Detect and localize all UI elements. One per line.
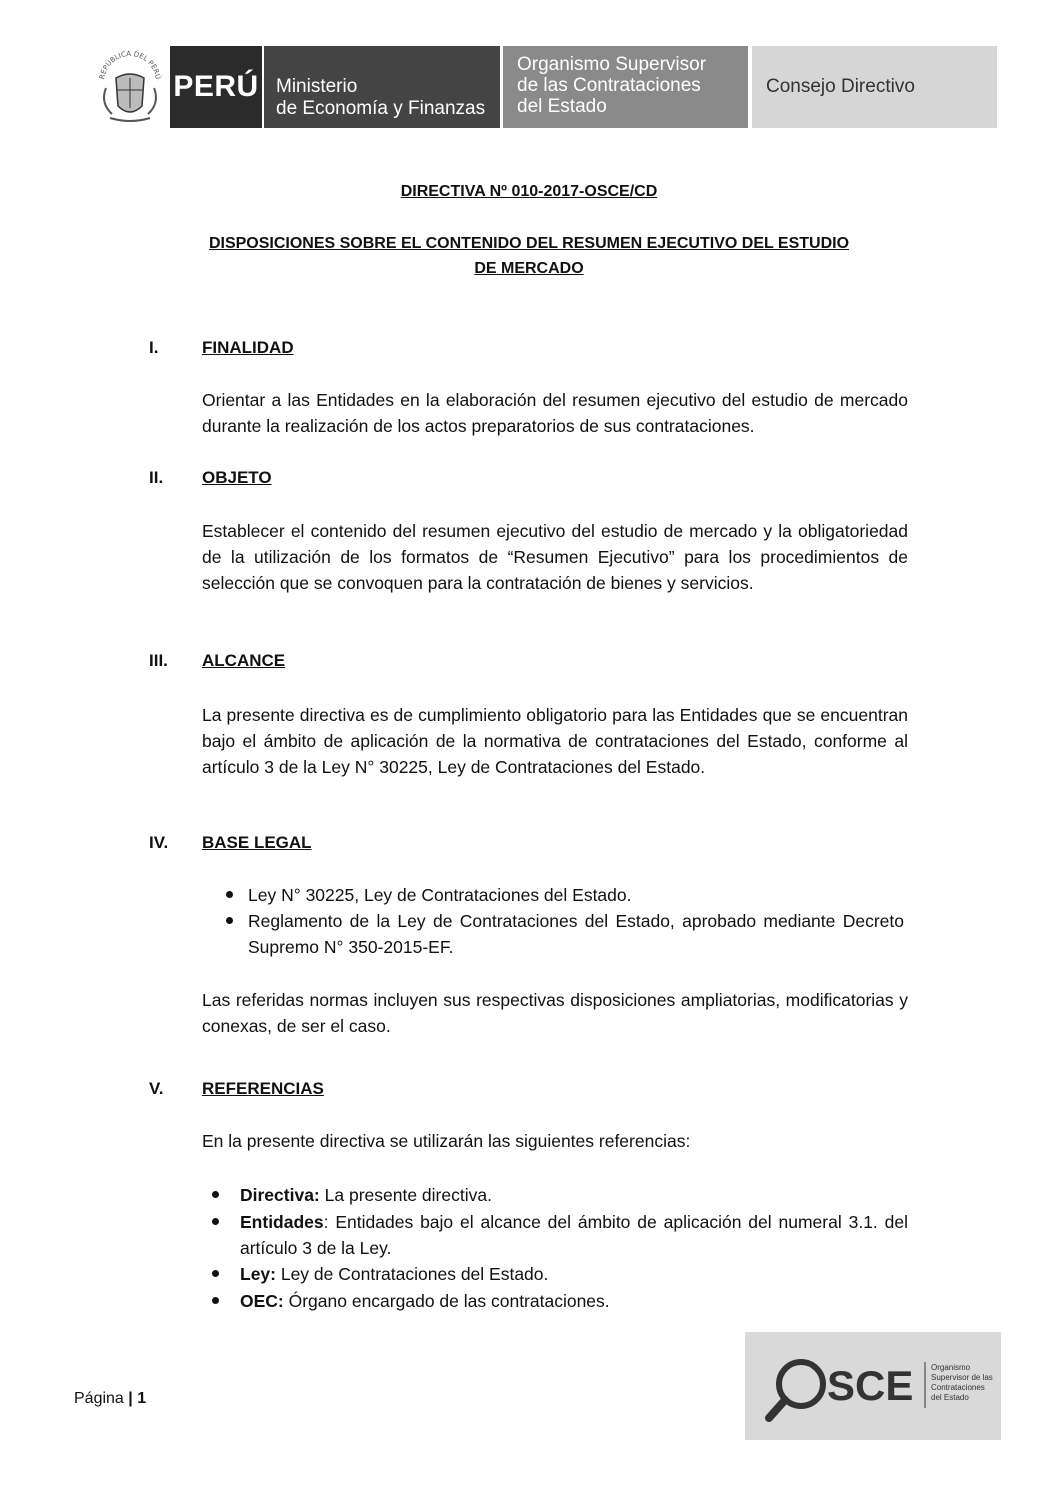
section-text-base-legal: Las referidas normas incluyen sus respectivas disposiciones ampliatorias, modificatorias y conexas, de ser el caso. — [202, 990, 908, 1036]
reference-desc: Ley de Contrataciones del Estado. — [275, 1264, 549, 1284]
osce-line-3: del Estado — [517, 96, 607, 117]
svg-text:del Estado: del Estado — [931, 1393, 969, 1402]
section-heading-referencias: REFERENCIAS — [202, 1079, 324, 1098]
osce-logo — [745, 1332, 1001, 1440]
svg-text:Supervisor de las: Supervisor de las — [931, 1373, 993, 1382]
reference-desc: La presente directiva. — [319, 1185, 492, 1205]
list-item — [240, 1209, 908, 1261]
document-title-line-1: DISPOSICIONES SOBRE EL CONTENIDO DEL RESUMEN EJECUTIVO DEL ESTUDIO — [208, 235, 850, 252]
section-number: V. — [149, 1079, 164, 1098]
list-item: Ley N° 30225, Ley de Contrataciones del Estado. — [248, 885, 632, 905]
list-item — [240, 1288, 908, 1314]
section-heading-alcance: ALCANCE — [202, 651, 286, 670]
reference-term: OEC: — [240, 1291, 284, 1311]
list-item: Reglamento de la Ley de Contrataciones del Estado, aprobado mediante Decreto Supremo N° 350-2015-EF. — [248, 911, 904, 957]
list-item — [240, 1261, 908, 1287]
section-heading-finalidad: FINALIDAD — [202, 338, 294, 357]
page-number — [74, 1390, 146, 1408]
section-intro-referencias: En la presente directiva se utilizarán las siguientes referencias: — [202, 1131, 691, 1151]
reference-term: Entidades — [240, 1212, 324, 1232]
peru-label: PERÚ — [173, 70, 259, 103]
council-brand-block — [752, 46, 997, 128]
reference-desc: Órgano encargado de las contrataciones. — [283, 1291, 610, 1311]
svg-text:SCE: SCE — [827, 1362, 914, 1409]
osce-brand-block — [503, 46, 748, 128]
section-text-alcance: La presente directiva es de cumplimiento obligatorio para las Entidades que se encuentran bajo el ámbito de aplicación de la normativa de contrataciones del Estado, conforme al artículo 3 de la Ley N° 30225, Ley de Contrataciones del Estado. — [202, 705, 908, 777]
section-number: IV. — [149, 833, 169, 852]
section-number: III. — [149, 651, 168, 670]
svg-text:REPÚBLICA DEL PERÚ: REPÚBLICA DEL PERÚ — [98, 49, 162, 80]
page-number-value: 1 — [137, 1390, 147, 1407]
reference-desc: : Entidades bajo el alcance del ámbito de aplicación del numeral 3.1. del artículo 3 de la Ley. — [240, 1212, 908, 1258]
ministry-line-1: Ministerio — [276, 76, 358, 97]
page-label: Página — [74, 1390, 124, 1407]
page-separator: | — [128, 1390, 133, 1407]
osce-line-1: Organismo Supervisor — [517, 54, 707, 75]
section-heading-base-legal: BASE LEGAL — [202, 833, 312, 852]
directive-code: DIRECTIVA Nº 010-2017-OSCE/CD — [400, 183, 658, 200]
osce-line-2: de las Contrataciones — [517, 75, 701, 96]
document-title-line-2: DE MERCADO — [474, 260, 584, 277]
council-label: Consejo Directivo — [766, 76, 915, 97]
section-text-finalidad: Orientar a las Entidades en la elaboración del resumen ejecutivo del estudio de mercado durante la realización de los actos preparatorios de sus contrataciones. — [202, 390, 908, 436]
section-text-objeto: Establecer el contenido del resumen ejecutivo del estudio de mercado y la obligatoriedad de la utilización de los formatos de “Resumen Ejecutivo” para los procedimientos de selección que se convoquen para la contratación de bienes y servicios. — [202, 521, 908, 593]
section-heading-objeto: OBJETO — [202, 468, 272, 487]
list-item — [240, 1182, 908, 1208]
reference-term: Directiva: — [240, 1185, 320, 1205]
peru-brand-block — [170, 46, 262, 128]
ministry-line-2: de Economía y Finanzas — [276, 98, 486, 119]
section-number: II. — [149, 468, 164, 487]
svg-text:Contrataciones: Contrataciones — [931, 1383, 985, 1392]
svg-text:Organismo: Organismo — [931, 1363, 971, 1372]
reference-term: Ley: — [240, 1264, 276, 1284]
section-number: I. — [149, 338, 159, 357]
magnifier-icon — [769, 1362, 823, 1418]
coat-of-arms-logo — [96, 48, 164, 126]
ministry-brand-block — [264, 46, 500, 128]
